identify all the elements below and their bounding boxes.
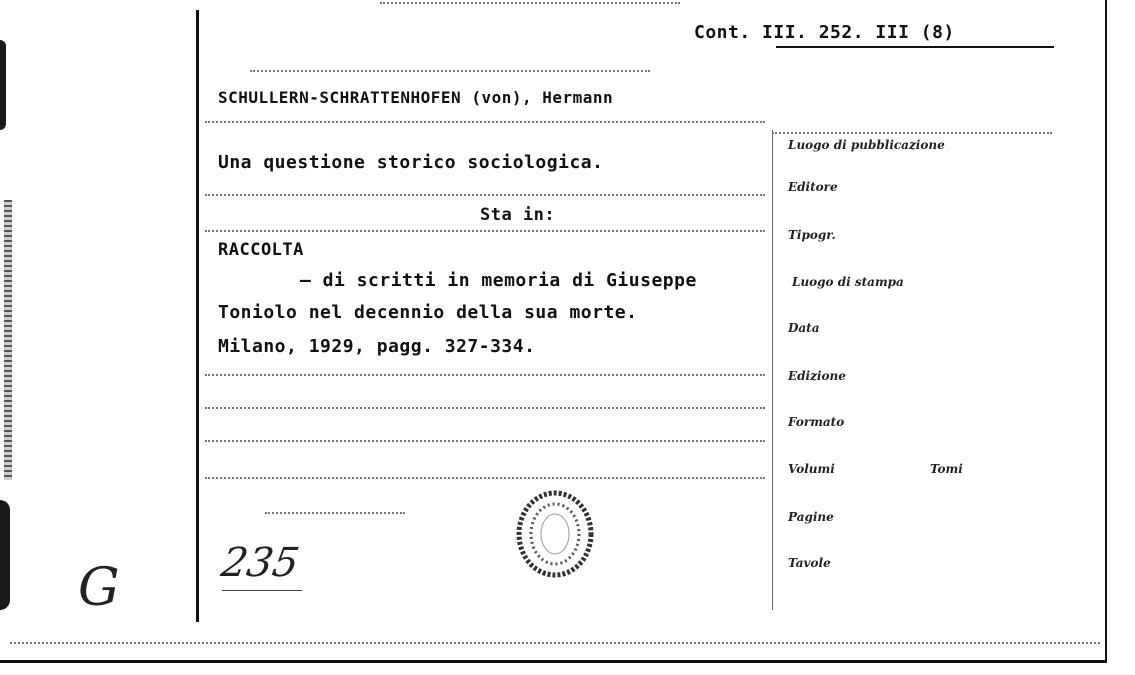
handwritten-number-underline: [222, 590, 302, 591]
field-tavole: Tavole: [788, 556, 831, 570]
field-tipografo: Tipogr.: [788, 228, 836, 242]
guide-line-2: [205, 407, 765, 409]
card-top-dotted-line: [380, 2, 680, 4]
field-luogo-pubblicazione: Luogo di pubblicazione: [788, 138, 945, 152]
card-bottom-dotted-line: [10, 642, 1100, 644]
handwritten-letter: G: [78, 558, 120, 618]
field-editore: Editore: [788, 180, 838, 194]
left-scan-noise: [4, 200, 12, 480]
field-tomi: Tomi: [930, 462, 963, 476]
guide-line-3: [205, 440, 765, 442]
imprint: Milano, 1929, pagg. 327-334.: [218, 336, 536, 357]
author-underline: [205, 121, 765, 123]
form-column-divider: [772, 130, 773, 610]
guide-line-4: [205, 477, 765, 479]
field-formato: Formato: [788, 415, 845, 429]
field-volumi: Volumi: [788, 462, 835, 476]
guide-line-1: [205, 374, 765, 376]
source-line-1: — di scritti in memoria di Giuseppe: [300, 270, 697, 291]
author-heading: SCHULLERN-SCHRATTENHOFEN (von), Hermann: [218, 88, 614, 107]
source-line-2: Toniolo nel decennio della sua morte.: [218, 302, 638, 323]
shelfmark-underline: [776, 46, 1054, 48]
field-data: Data: [788, 321, 820, 335]
title: Una questione storico sociologica.: [218, 152, 604, 173]
left-scan-edge: [0, 40, 6, 130]
field-edizione: Edizione: [788, 369, 846, 383]
left-punch-hole-edge: [0, 500, 10, 610]
in-label: Sta in:: [480, 205, 556, 225]
field-pagine: Pagine: [788, 510, 834, 524]
source-heading: RACCOLTA: [218, 240, 304, 260]
card-right-border: [1105, 0, 1107, 660]
author-guide-line: [250, 70, 650, 72]
card-left-border: [196, 10, 199, 622]
title-underline: [205, 194, 765, 196]
field-luogo-stampa: Luogo di stampa: [792, 275, 904, 289]
card-bottom-border: [0, 660, 1107, 663]
guide-line-5: [265, 512, 405, 514]
in-underline: [205, 230, 765, 232]
form-column-top-line: [772, 132, 1052, 134]
library-stamp: [512, 488, 598, 580]
handwritten-number: 235: [217, 540, 303, 586]
shelfmark: Cont. III. 252. III (8): [694, 22, 955, 43]
